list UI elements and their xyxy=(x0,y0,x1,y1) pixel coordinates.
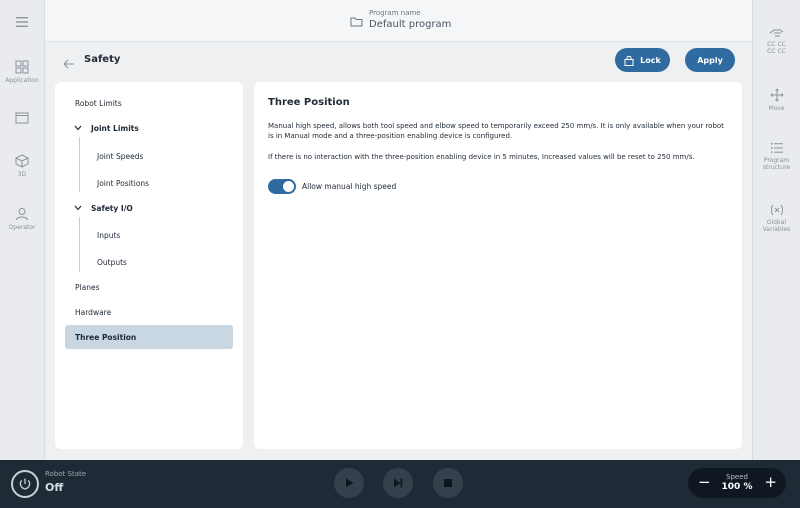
page-title: Safety xyxy=(84,54,121,65)
safety-nav-panel xyxy=(55,82,243,449)
rail-item-program-structure[interactable] xyxy=(753,142,800,171)
program-name-label: Program name xyxy=(369,9,421,17)
rail-item-label: Move xyxy=(768,105,785,112)
rail-item-label: Global Variables xyxy=(762,219,791,233)
nav-item-hardware[interactable]: Hardware xyxy=(75,308,112,317)
nav-item-joint-speeds[interactable]: Joint Speeds xyxy=(97,152,144,161)
nav-item-robot-limits[interactable]: Robot Limits xyxy=(75,99,122,108)
reset-note-paragraph: If there is no interaction with the three-position enabling device in 5 minutes, Increased values will be reset to 250 mm/s. xyxy=(268,153,695,161)
menu-button[interactable] xyxy=(0,16,44,28)
rail-item-label: Application xyxy=(5,77,39,84)
content-panel xyxy=(254,82,742,449)
lock-button-label: Lock xyxy=(640,55,661,65)
tree-line xyxy=(79,137,80,192)
power-button[interactable] xyxy=(11,470,39,498)
nav-item-inputs[interactable]: Inputs xyxy=(97,231,121,240)
speed-label: Speed xyxy=(726,473,748,481)
hand-icon xyxy=(769,26,785,38)
title-row xyxy=(45,42,752,80)
step-forward-icon xyxy=(392,477,404,489)
nav-item-outputs[interactable]: Outputs xyxy=(97,258,127,267)
robot-state-value: Off xyxy=(45,481,64,494)
speed-increase-button[interactable]: + xyxy=(764,473,777,491)
step-button[interactable] xyxy=(383,468,413,498)
cube-icon xyxy=(15,154,29,168)
person-icon xyxy=(15,207,29,221)
program-name-value: Default program xyxy=(369,19,452,30)
nav-item-safety-io[interactable]: Safety I/O xyxy=(91,204,133,213)
rail-item-move[interactable] xyxy=(753,88,800,112)
move-icon xyxy=(770,88,784,102)
nav-item-joint-limits[interactable]: Joint Limits xyxy=(91,124,139,133)
program-name[interactable] xyxy=(350,9,451,32)
manual-high-speed-toggle[interactable] xyxy=(268,179,296,194)
stop-icon xyxy=(442,477,454,489)
folder-icon xyxy=(350,16,363,27)
play-button[interactable] xyxy=(334,468,364,498)
rail-item-operator[interactable] xyxy=(0,207,44,231)
lock-button[interactable] xyxy=(615,48,670,72)
chevron-down-icon[interactable] xyxy=(74,205,82,211)
rail-item-3d[interactable] xyxy=(0,154,44,178)
footer-bar xyxy=(0,460,800,508)
header xyxy=(45,0,752,42)
nav-item-three-position[interactable]: Three Position xyxy=(75,333,137,342)
rail-item-label: 3D xyxy=(17,171,27,178)
nav-item-joint-positions[interactable]: Joint Positions xyxy=(97,179,150,188)
window-icon xyxy=(15,112,29,124)
arrow-left-icon xyxy=(63,59,75,69)
robot-state-label: Robot State xyxy=(45,470,87,478)
right-rail xyxy=(752,0,800,460)
speed-decrease-button[interactable]: − xyxy=(698,473,711,491)
rail-item-label: Operator xyxy=(8,224,36,231)
rail-item-application[interactable] xyxy=(0,60,44,84)
back-button[interactable] xyxy=(63,54,75,73)
speed-control xyxy=(688,468,786,498)
content-title: Three Position xyxy=(268,97,350,108)
toggle-knob xyxy=(283,181,294,192)
apply-button[interactable]: Apply xyxy=(685,48,735,72)
speed-value: 100 % xyxy=(721,482,753,492)
nav-item-planes[interactable]: Planes xyxy=(75,283,100,292)
description-paragraph: Manual high speed, allows both tool speed and elbow speed to temporarily exceed 250 mm/s. It is only available when your robot is in Manual mode and a three-position enabling device is configured. xyxy=(268,122,724,140)
list-icon xyxy=(770,142,784,154)
variable-icon xyxy=(769,204,785,216)
stop-button[interactable] xyxy=(433,468,463,498)
hamburger-icon xyxy=(15,16,29,28)
rail-item-freedrive[interactable] xyxy=(753,26,800,55)
chevron-down-icon[interactable] xyxy=(74,125,82,131)
rail-item-label: Program structure xyxy=(762,157,791,171)
rail-item-window[interactable] xyxy=(0,112,44,124)
grid-icon xyxy=(15,60,29,74)
play-icon xyxy=(343,477,355,489)
toggle-label: Allow manual high speed xyxy=(302,182,397,191)
left-rail xyxy=(0,0,45,460)
power-icon xyxy=(18,477,32,491)
lock-icon xyxy=(624,55,634,66)
tree-line xyxy=(79,217,80,272)
rail-item-global-variables[interactable] xyxy=(753,204,800,233)
rail-item-label: CC CC CC CC xyxy=(767,41,786,55)
